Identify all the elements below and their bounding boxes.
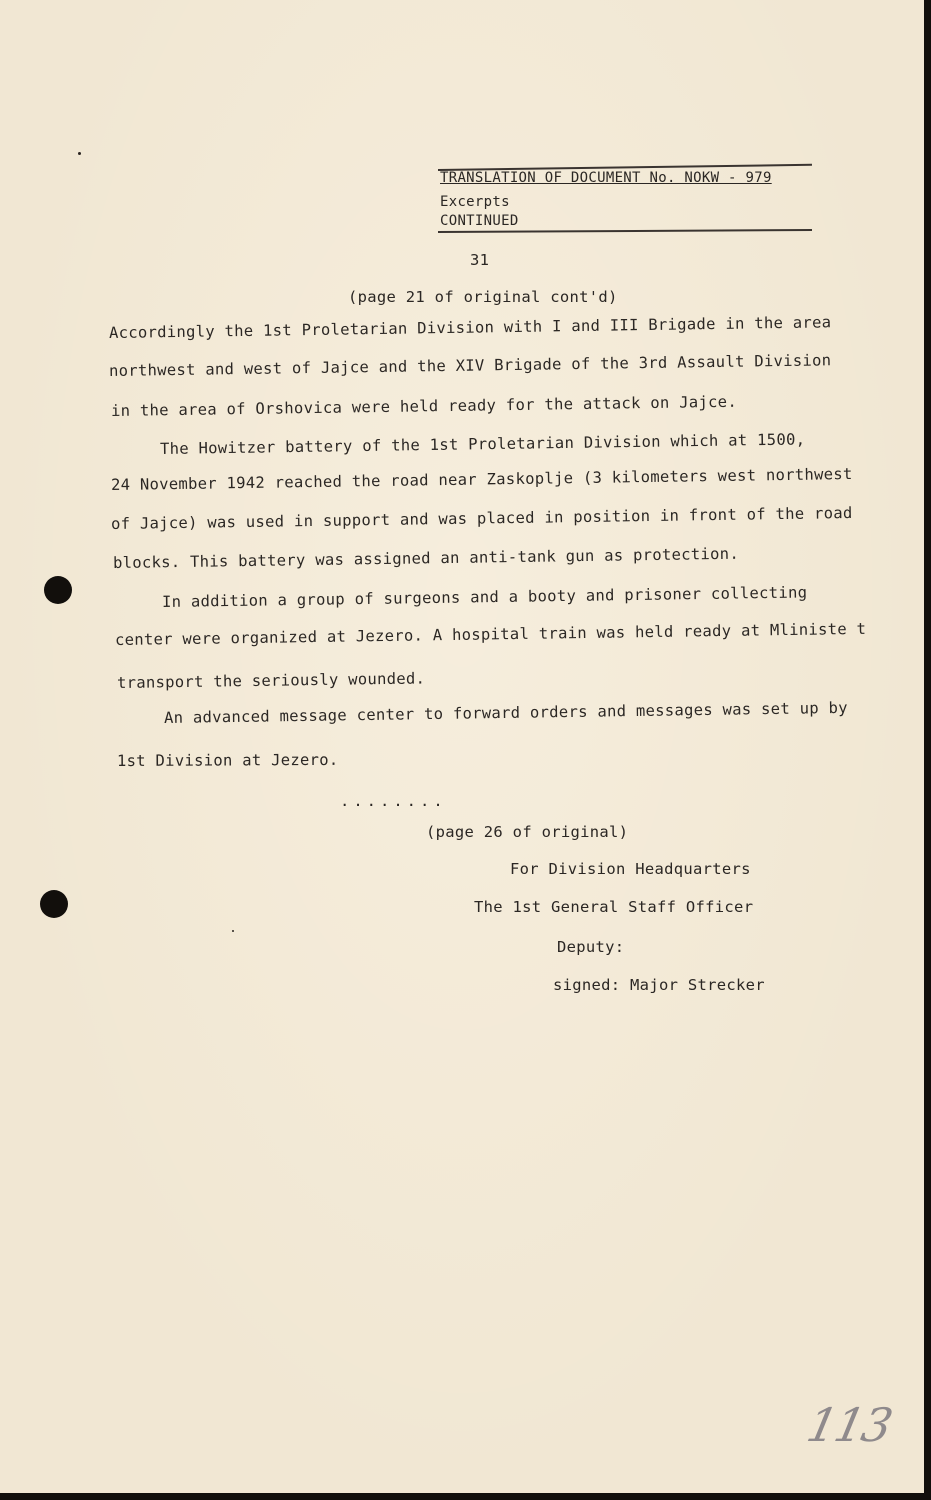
scan-edge-right (924, 0, 931, 1500)
signature-deputy: Deputy: (557, 938, 625, 956)
paper-speck (78, 152, 81, 155)
body-line: In addition a group of surgeons and a booty and prisoner collecting (161, 583, 808, 611)
body-line: Accordingly the 1st Proletarian Division with I and III Brigade in the area (108, 313, 832, 342)
body-line: of Jajce) was used in support and was placed in position in front of the road (110, 503, 853, 533)
header-title: TRANSLATION OF DOCUMENT No. NOKW - 979 (440, 170, 772, 186)
body-line: northwest and west of Jajce and the XIV Brigade of the 3rd Assault Division (108, 351, 832, 380)
header-rule-bottom (438, 229, 812, 232)
body-line: center were organized at Jezero. A hospital train was held ready at Mliniste t (114, 619, 867, 649)
scan-edge-bottom (0, 1493, 931, 1500)
body-line: transport the seriously wounded. (116, 669, 426, 692)
page-number: 31 (470, 251, 490, 269)
punch-hole-top (44, 576, 72, 604)
header-excerpts: Excerpts (440, 194, 510, 210)
body-line: An advanced message center to forward orders and messages was set up by (163, 698, 848, 727)
body-line: 1st Division at Jezero. (116, 750, 339, 770)
body-line: in the area of Orshovica were held ready for the attack on Jajce. (110, 392, 738, 420)
body-line: blocks. This battery was assigned an anti-tank gun as protection. (112, 544, 740, 572)
body-line: 24 November 1942 reached the road near Zaskoplje (3 kilometers west northwest (110, 464, 853, 494)
section-separator: ........ (340, 792, 447, 810)
page-reference-original-21: (page 21 of original cont'd) (348, 288, 618, 306)
handwritten-page-number: 113 (802, 1398, 896, 1452)
header-continued: CONTINUED (440, 213, 519, 229)
body-line: The Howitzer battery of the 1st Proletarian Division which at 1500, (159, 430, 806, 458)
signature-staff-officer: The 1st General Staff Officer (474, 898, 754, 916)
paper-speck (232, 930, 234, 932)
punch-hole-bottom (40, 890, 68, 918)
signature-for-division-hq: For Division Headquarters (510, 860, 751, 878)
page-reference-original-26: (page 26 of original) (426, 823, 629, 841)
signature-signed-name: signed: Major Strecker (553, 976, 765, 994)
